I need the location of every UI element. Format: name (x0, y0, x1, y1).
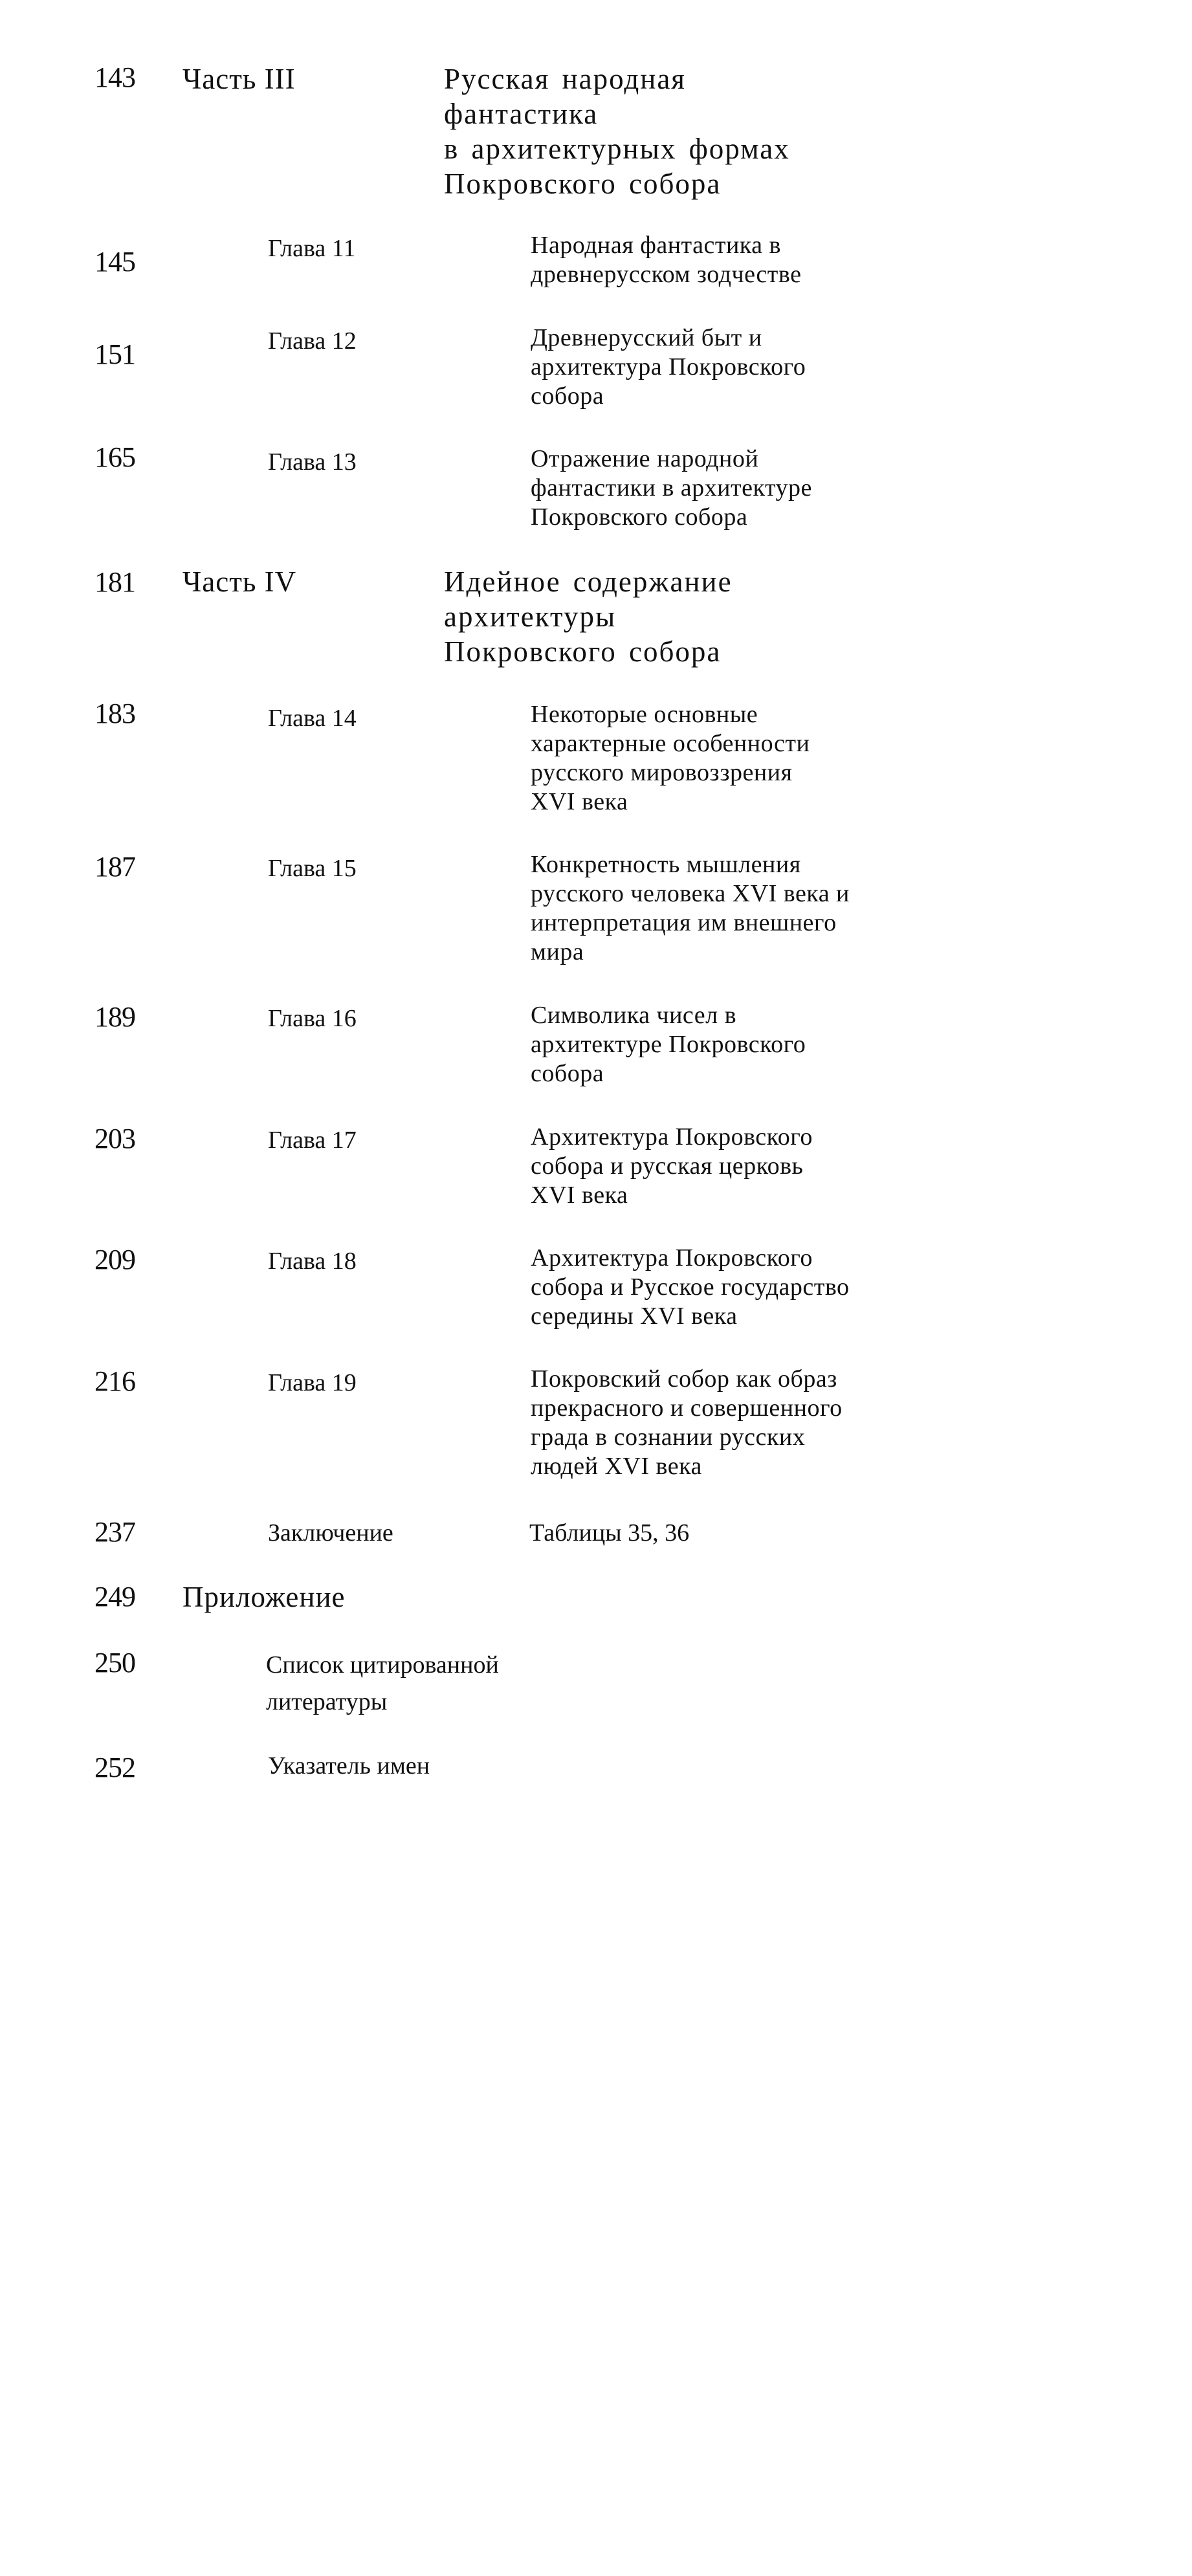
chapter-18-title (531, 1244, 850, 1331)
chapter-12-label: Глава 12 (268, 327, 357, 355)
chapter-17-label: Глава 17 (268, 1127, 357, 1154)
page-number-chapter-13: 165 (94, 441, 135, 473)
page-number-chapter-14: 183 (94, 698, 135, 729)
chapter-19-title-line: града в сознании русских (531, 1424, 806, 1451)
chapter-16-title-line: собора (531, 1060, 604, 1087)
page-number-chapter-15: 187 (94, 851, 135, 883)
part-4-label: Часть IV (182, 566, 297, 598)
chapter-11-title-line: древнерусском зодчестве (531, 261, 802, 288)
page-number-name-index: 252 (94, 1752, 135, 1783)
chapter-19-title-line: людей XVI века (531, 1453, 702, 1480)
chapter-14-title-line: XVI века (531, 788, 628, 815)
part-3-title-line: фантастика (444, 98, 599, 130)
chapter-11-title (531, 231, 801, 289)
chapter-18-label: Глава 18 (268, 1248, 357, 1275)
page-number-conclusion: 237 (94, 1516, 135, 1548)
page-number-part-4: 181 (94, 566, 135, 598)
chapter-18-title-line: Архитектура Покровского (531, 1244, 813, 1271)
chapter-18-title-line: собора и Русское государство (531, 1273, 850, 1301)
part-3-title (444, 61, 790, 201)
chapter-19-title-line: Покровский собор как образ (531, 1365, 837, 1393)
conclusion-tables: Таблицы 35, 36 (529, 1519, 690, 1547)
chapter-16-title-line: Символика чисел в (531, 1002, 737, 1029)
chapter-19-label: Глава 19 (268, 1369, 357, 1396)
appendix-label: Приложение (182, 1581, 346, 1613)
part-3-title-line: в архитектурных формах (444, 133, 790, 165)
chapter-11-label: Глава 11 (268, 235, 356, 262)
chapter-15-title-line: Конкретность мышления (531, 851, 801, 878)
chapter-13-title (531, 445, 812, 532)
bibliography-label-line: Список цитированной (266, 1651, 499, 1679)
page-number-chapter-11: 145 (94, 246, 135, 278)
chapter-19-title (531, 1365, 843, 1481)
page-number-chapter-19: 216 (94, 1365, 135, 1397)
chapter-15-title (531, 850, 850, 967)
chapter-11-title-line: Народная фантастика в (531, 232, 781, 259)
chapter-13-title-line: фантастики в архитектуре (531, 474, 812, 501)
part-4-title-line: Идейное содержание (444, 566, 733, 598)
chapter-12-title-line: архитектура Покровского (531, 353, 806, 380)
part-4-title-line: архитектуры (444, 600, 617, 633)
chapter-17-title-line: собора и русская церковь (531, 1152, 804, 1180)
part-3-title-line: Покровского собора (444, 168, 722, 200)
page-number-chapter-12: 151 (94, 338, 135, 370)
chapter-17-title-line: XVI века (531, 1182, 628, 1209)
page-number-bibliography: 250 (94, 1647, 135, 1679)
name-index-label: Указатель имен (268, 1752, 430, 1779)
chapter-15-title-line: русского человека XVI века и (531, 880, 850, 907)
chapter-19-title-line: прекрасного и совершенного (531, 1394, 843, 1422)
chapter-13-title-line: Отражение народной (531, 445, 759, 472)
page-number-chapter-18: 209 (94, 1244, 135, 1275)
conclusion-label: Заключение (268, 1519, 393, 1547)
chapter-14-title (531, 700, 810, 817)
page-number-part-3: 143 (94, 61, 135, 93)
chapter-17-title-line: Архитектура Покровского (531, 1123, 813, 1150)
chapter-13-title-line: Покровского собора (531, 503, 748, 531)
chapter-15-label: Глава 15 (268, 855, 357, 882)
page-number-chapter-17: 203 (94, 1123, 135, 1154)
chapter-16-title-line: архитектуре Покровского (531, 1031, 806, 1058)
chapter-15-title-line: мира (531, 938, 584, 965)
chapter-12-title-line: собора (531, 382, 604, 410)
chapter-18-title-line: середины XVI века (531, 1303, 738, 1330)
bibliography-label (266, 1647, 499, 1721)
chapter-14-title-line: русского мировоззрения (531, 759, 793, 786)
chapter-14-title-line: характерные особенности (531, 730, 810, 757)
part-4-title (444, 564, 733, 669)
chapter-13-label: Глава 13 (268, 448, 357, 476)
page-number-appendix: 249 (94, 1581, 135, 1613)
part-3-label: Часть III (182, 63, 296, 95)
chapter-17-title (531, 1123, 813, 1210)
chapter-16-label: Глава 16 (268, 1005, 357, 1032)
part-3-title-line: Русская народная (444, 63, 686, 95)
chapter-12-title-line: Древнерусский быт и (531, 324, 762, 351)
part-4-title-line: Покровского собора (444, 635, 722, 668)
chapter-14-label: Глава 14 (268, 705, 357, 732)
page-number-chapter-16: 189 (94, 1001, 135, 1033)
chapter-12-title (531, 324, 806, 411)
chapter-15-title-line: интерпретация им внешнего (531, 909, 837, 936)
bibliography-label-line: литературы (266, 1688, 388, 1715)
chapter-16-title (531, 1001, 806, 1088)
chapter-14-title-line: Некоторые основные (531, 701, 758, 728)
